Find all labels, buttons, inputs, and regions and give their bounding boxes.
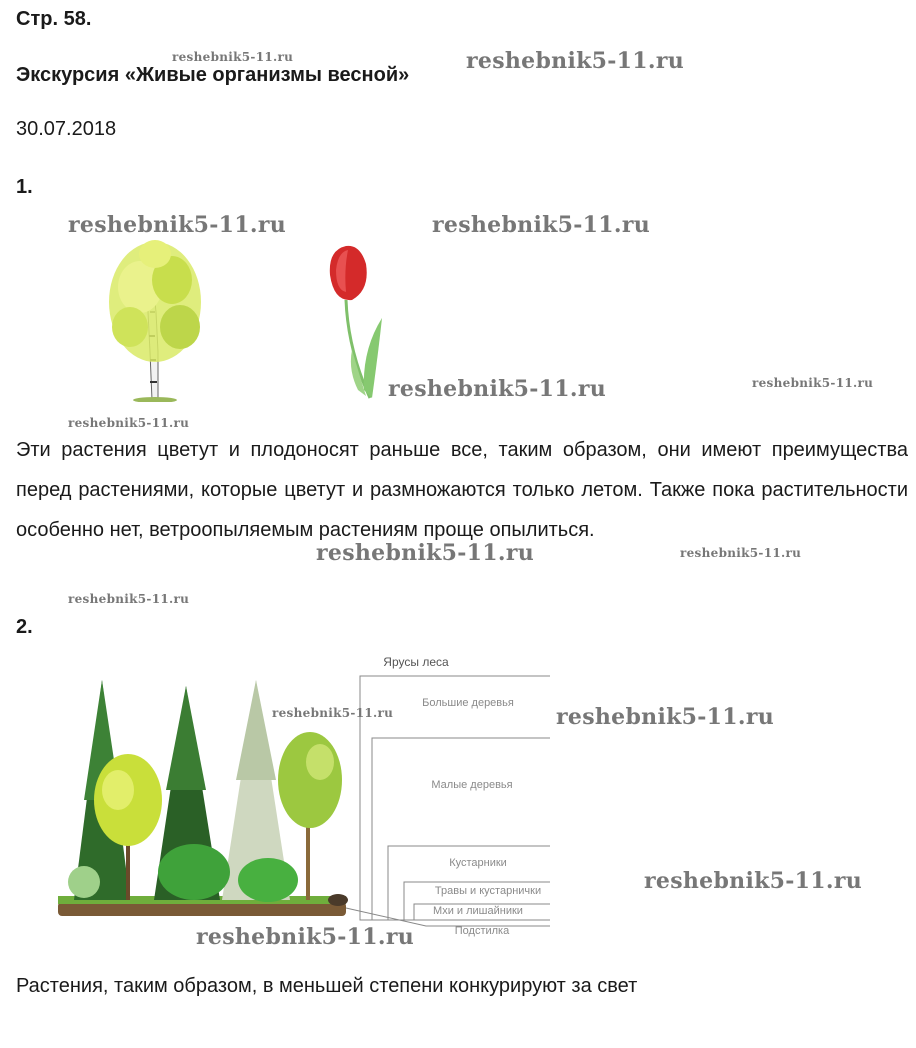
date: 30.07.2018: [16, 118, 117, 140]
layer-label: Большие деревья: [422, 697, 514, 709]
shrub-1: [158, 844, 230, 900]
watermark: reshebnik5-11.ru: [432, 212, 651, 238]
layer-label: Мхи и лишайники: [433, 905, 523, 917]
watermark: reshebnik5-11.ru: [752, 376, 874, 390]
watermark: reshebnik5-11.ru: [466, 48, 685, 74]
watermark: reshebnik5-11.ru: [272, 706, 394, 720]
birch-foliage: [109, 240, 201, 362]
watermark: reshebnik5-11.ru: [196, 924, 415, 950]
fern: [68, 866, 100, 898]
watermark: reshebnik5-11.ru: [68, 416, 190, 430]
watermark: reshebnik5-11.ru: [556, 704, 775, 730]
task-2-number: 2.: [16, 616, 33, 638]
task-1-number: 1.: [16, 176, 33, 198]
layer-label: Малые деревья: [431, 779, 513, 791]
task-1-answer: Эти растения цветут и плодоносят раньше все, таким образом, они имеют преимущества перед растениями, которые цветут и размножаются только летом. Также пока растительности особенно нет, ветроопыляемым растениям проще опылиться.: [16, 439, 908, 541]
shrub-2: [238, 858, 298, 902]
birch-tree-image: [100, 232, 210, 402]
layer-label: Кустарники: [449, 857, 507, 869]
forest-layers-diagram: [54, 650, 554, 950]
page-title: Экскурсия «Живые организмы весной»: [16, 64, 410, 86]
watermark: reshebnik5-11.ru: [388, 376, 607, 402]
watermark: reshebnik5-11.ru: [644, 868, 863, 894]
watermark: reshebnik5-11.ru: [172, 50, 294, 64]
watermark: reshebnik5-11.ru: [68, 592, 190, 606]
layer-label: Подстилка: [454, 925, 510, 937]
watermark: reshebnik5-11.ru: [68, 212, 287, 238]
tulip-image: [318, 240, 398, 400]
page-reference: Стр. 58.: [16, 8, 92, 30]
layer-label: Травы и кустарнички: [434, 885, 542, 897]
watermark: reshebnik5-11.ru: [316, 540, 535, 566]
watermark: reshebnik5-11.ru: [680, 546, 802, 560]
diagram-title: Ярусы леса: [383, 655, 449, 669]
task-2-answer: Растения, таким образом, в меньшей степени конкурируют за свет: [16, 975, 638, 997]
stump: [328, 894, 348, 906]
soil-layer: [58, 902, 346, 916]
